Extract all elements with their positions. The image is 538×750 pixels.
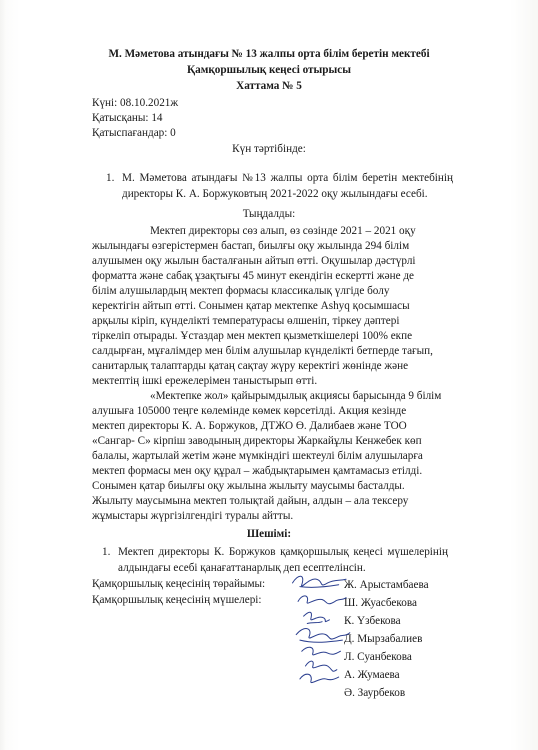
decision-line-1: Мектеп директоры К. Боржуков қамқоршылық кеңесі мүшелерінің [118, 546, 448, 558]
agenda-item-line-2: директоры К. А. Боржуковтың 2021-2022 оқу жылындағы есебі. [122, 188, 428, 200]
meeting-date: Күні: 08.10.2021ж [92, 97, 179, 109]
heard-p1-line: салдырған, мұғалімдер мен білім алушылар күнделікті бетперде тағып, [92, 345, 433, 357]
heard-p2-line: «Мектепке жол» қайырымдылық акциясы барысында 9 білім [150, 390, 442, 402]
decision-item-number: 1. [102, 546, 111, 558]
signature-member-3 [296, 629, 350, 640]
heard-p1-line: жылындағы өзгерістермен бастап, биылғы оқу жылында 294 білім [92, 240, 410, 252]
signatory-name: Д. Мырзабалиев [344, 633, 423, 645]
heard-p2-line: мектеп директоры К. А. Боржуков, ДТЖО Ө. Далибаев және ТОО [92, 420, 407, 432]
heard-p1-line: білім алушылардың мектеп формасы классикалық үлгіде болу [92, 285, 390, 297]
absent-count: Қатыспағандар: 0 [92, 127, 176, 139]
heard-p1-line: тіркеліп отырады. Ұстаздар мен мектеп қызметкішелері 100% екпе [92, 330, 413, 342]
heard-heading: Тыңдалды: [242, 208, 296, 220]
agenda-item-number: 1. [106, 172, 115, 184]
header-school-name: М. Мәметова атындағы № 13 жалпы орта білім беретін мектебі [108, 48, 430, 60]
agenda-heading: Күн тәртібінде: [232, 143, 306, 155]
agenda-item-line-1: М. Мәметова атындағы №13 жалпы орта білім беретін мектебінің [122, 172, 453, 184]
heard-p1-line: мектептің ішкі ережелерімен таныстырып өтті. [92, 375, 318, 387]
signatory-name: Ж. Арыстамбаева [344, 579, 429, 591]
signatory-name: Ш. Жуасбекова [344, 597, 417, 609]
header-council-meeting: Қамқоршылық кеңесі отырысы [187, 64, 351, 76]
signatory-name: Л. Суанбекова [344, 651, 412, 663]
heard-p2-line: жұмыстары жүргізілгендігі туралы айтты. [92, 510, 294, 522]
present-count: Қатысқаны: 14 [92, 112, 163, 124]
members-label: Қамқоршылық кеңесінің мүшелері: [92, 594, 262, 606]
signatory-name: Ә. Заурбеков [344, 687, 406, 699]
heard-p1-line: алушымен оқу жылын басталғанын айтып өтті. Оқушылар дәстүрлі [92, 255, 416, 267]
handwritten-signatures [278, 570, 368, 690]
decision-line-2: алдындағы есебі қанағаттанарлық деп есептелінсін. [118, 562, 366, 574]
signature-member-6 [300, 674, 339, 682]
heard-p2-line: балалы, жартылай жетім және мүмкіндігі шектеулі білім алушыларға [92, 450, 423, 462]
header-protocol-number: Хаттама № 5 [236, 80, 302, 92]
heard-p2-line: алушыға 105000 теңге көлемінде көмек көрсетілді. Акция кезінде [92, 405, 407, 417]
heard-p1-line: Мектеп директоры сөз алып, өз сөзінде 2021 – 2021 оқу [150, 225, 416, 237]
heard-p2-line: «Сангар- С» кірпіш заводының директоры Жаркайұлы Кенжебек көп [92, 435, 422, 447]
heard-p2-line: Сонымен қатар биылғы оқу жылына жылыту маусымы басталды. [92, 480, 405, 492]
heard-p1-line: форматта және сабақ ұзақтығы 45 минут екендігін ескертті және де [92, 270, 414, 282]
signature-member-1 [298, 596, 346, 604]
signature-member-2 [304, 612, 330, 621]
heard-p2-line: Жылыту маусымына мектеп толықтай дайын, алдын – ала тексеру [92, 495, 409, 507]
heard-p1-line: арқылы кіріп, күнделікті температурасы өлшеніп, тіркеу дәптері [92, 315, 400, 327]
chair-label: Қамқоршылық кеңесінің төрайымы: [92, 578, 266, 590]
heard-p1-line: керектігін айтып өтті. Сонымен қатар мектепке Ashyq қосымшасы [92, 300, 410, 312]
signature-member-5 [305, 661, 336, 671]
decision-heading: Шешімі: [246, 528, 292, 540]
heard-p2-line: мектеп формасы мен оқу құрал – жабдықтарымен қамтамасыз етілді. [92, 465, 423, 477]
signatory-name: К. Үзбекова [344, 615, 401, 627]
heard-p1-line: санитарлық талаптарды қатаң сақтау жүру керектігі жөнінде және [92, 360, 409, 372]
signatory-name: А. Жумаева [344, 669, 400, 681]
signature-member-4 [302, 647, 341, 655]
